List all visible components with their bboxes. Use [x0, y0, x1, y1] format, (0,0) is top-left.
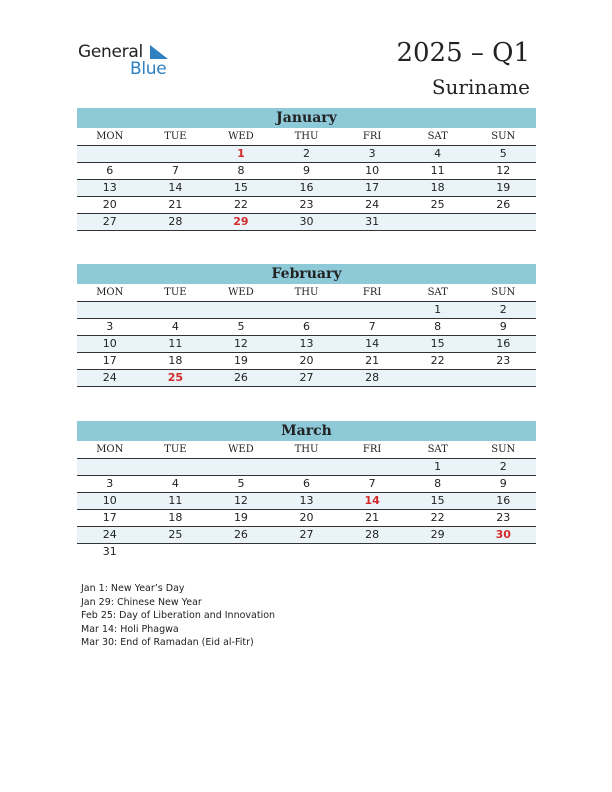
day-cell: 19 [233, 511, 248, 524]
day-cell: 17 [102, 354, 117, 367]
weekday-label: MON [96, 131, 124, 142]
weekday-label: FRI [362, 131, 382, 142]
week-row [77, 510, 536, 527]
day-cell: 1 [237, 147, 245, 160]
day-cell [405, 370, 471, 386]
day-cell: 23 [299, 198, 314, 211]
day-cell: 22 [430, 354, 445, 367]
day-cell: 21 [168, 198, 183, 211]
week-row [77, 214, 536, 231]
week-row [77, 302, 536, 319]
weekday-label: THU [294, 287, 319, 298]
day-cell: 7 [368, 477, 376, 490]
day-cell: 4 [434, 147, 442, 160]
day-cell: 10 [102, 337, 117, 350]
day-cell [208, 544, 274, 560]
weekday-label: FRI [362, 287, 382, 298]
day-cell: 2 [499, 460, 507, 473]
day-cell: 8 [434, 320, 442, 333]
day-cell: 14 [365, 337, 380, 350]
day-cell: 8 [434, 477, 442, 490]
week-row [77, 493, 536, 510]
day-cell: 7 [368, 320, 376, 333]
holiday-note: Jan 1: New Year’s Day [81, 583, 185, 594]
weekday-header-row [77, 128, 536, 146]
day-cell [77, 459, 143, 475]
day-cell: 6 [303, 320, 311, 333]
logo-triangle-icon [148, 44, 170, 60]
day-cell [405, 214, 471, 230]
day-cell: 9 [499, 320, 507, 333]
holiday-notes [81, 582, 275, 650]
day-cell: 16 [496, 337, 511, 350]
day-cell: 7 [171, 164, 179, 177]
day-cell: 13 [299, 337, 314, 350]
day-cell [470, 214, 536, 230]
day-cell: 28 [168, 215, 183, 228]
week-row [77, 370, 536, 387]
week-row [77, 336, 536, 353]
day-cell: 21 [365, 511, 380, 524]
day-cell: 10 [102, 494, 117, 507]
day-cell [339, 459, 405, 475]
weekday-label: MON [96, 287, 124, 298]
day-cell [208, 302, 274, 318]
day-cell: 2 [499, 303, 507, 316]
day-cell [274, 459, 340, 475]
month-name: March [77, 421, 536, 441]
day-cell: 30 [495, 528, 511, 541]
day-cell: 18 [168, 354, 183, 367]
day-cell: 6 [303, 477, 311, 490]
weekday-label: MON [96, 444, 124, 455]
day-cell: 13 [299, 494, 314, 507]
day-cell: 2 [303, 147, 311, 160]
day-cell: 19 [496, 181, 511, 194]
day-cell [77, 302, 143, 318]
day-cell [470, 544, 536, 560]
day-cell: 26 [496, 198, 511, 211]
day-cell: 29 [430, 528, 445, 541]
day-cell: 24 [102, 371, 117, 384]
weekday-label: THU [294, 131, 319, 142]
day-cell: 12 [233, 337, 248, 350]
week-row [77, 476, 536, 493]
day-cell: 28 [365, 371, 380, 384]
day-cell [339, 544, 405, 560]
day-cell: 6 [106, 164, 114, 177]
weekday-label: WED [228, 131, 254, 142]
logo-blue-text: Blue [130, 59, 167, 79]
day-cell: 5 [237, 477, 245, 490]
day-cell: 13 [102, 181, 117, 194]
day-cell: 26 [233, 528, 248, 541]
day-cell: 1 [434, 460, 442, 473]
holiday-note: Jan 29: Chinese New Year [81, 596, 202, 608]
month-calendar-february [77, 264, 536, 387]
day-cell: 11 [168, 337, 183, 350]
day-cell: 24 [102, 528, 117, 541]
day-cell [470, 370, 536, 386]
weekday-header-row [77, 284, 536, 302]
day-cell [143, 302, 209, 318]
day-cell: 4 [171, 477, 179, 490]
day-cell: 29 [233, 215, 249, 228]
day-cell: 16 [299, 181, 314, 194]
day-cell: 31 [365, 215, 380, 228]
weekday-label: SUN [491, 287, 516, 298]
weekday-label: SUN [491, 444, 516, 455]
day-cell: 4 [171, 320, 179, 333]
holiday-note: Feb 25: Day of Liberation and Innovation [81, 610, 276, 621]
day-cell: 15 [430, 337, 445, 350]
month-calendar-january [77, 108, 536, 231]
day-cell [143, 146, 209, 162]
day-cell: 15 [233, 181, 248, 194]
day-cell: 20 [102, 198, 117, 211]
day-cell: 9 [499, 477, 507, 490]
day-cell [274, 302, 340, 318]
week-row [77, 146, 536, 163]
day-cell: 11 [430, 164, 445, 177]
month-name: January [77, 108, 536, 128]
day-cell: 24 [365, 198, 380, 211]
day-cell: 14 [168, 181, 183, 194]
week-row [77, 544, 536, 560]
day-cell: 12 [496, 164, 511, 177]
day-cell: 9 [303, 164, 311, 177]
weekday-label: THU [294, 444, 319, 455]
weekday-label: TUE [164, 444, 187, 455]
day-cell: 3 [106, 320, 114, 333]
day-cell: 25 [167, 371, 184, 384]
day-cell: 8 [237, 164, 245, 177]
logo [78, 40, 188, 80]
holiday-note: Mar 14: Holi Phagwa [81, 623, 179, 635]
week-row [77, 163, 536, 180]
day-cell [208, 459, 274, 475]
day-cell: 11 [168, 494, 183, 507]
day-cell: 25 [168, 528, 183, 541]
weekday-label: FRI [362, 444, 382, 455]
month-name: February [77, 264, 536, 284]
holiday-note: Mar 30: End of Ramadan (Eid al-Fitr) [81, 637, 254, 648]
day-cell: 20 [299, 354, 314, 367]
day-cell: 3 [106, 477, 114, 490]
week-row [77, 459, 536, 476]
day-cell: 25 [430, 198, 445, 211]
day-cell: 16 [496, 494, 511, 507]
day-cell [405, 544, 471, 560]
day-cell: 15 [430, 494, 445, 507]
day-cell: 1 [434, 303, 442, 316]
day-cell: 28 [365, 528, 380, 541]
day-cell: 18 [168, 511, 183, 524]
country-name: Suriname [431, 75, 530, 99]
day-cell [77, 146, 143, 162]
weekday-label: SUN [491, 131, 516, 142]
day-cell: 20 [299, 511, 314, 524]
day-cell: 23 [496, 354, 511, 367]
day-cell: 10 [365, 164, 380, 177]
day-cell: 19 [233, 354, 248, 367]
day-cell: 17 [365, 181, 380, 194]
weekday-label: TUE [164, 287, 187, 298]
page-title: 2025 – Q1 [396, 38, 530, 68]
week-row [77, 180, 536, 197]
weekday-label: TUE [164, 131, 187, 142]
day-cell: 17 [102, 511, 117, 524]
day-cell: 3 [368, 147, 376, 160]
day-cell: 26 [233, 371, 248, 384]
day-cell: 27 [299, 371, 314, 384]
day-cell: 5 [237, 320, 245, 333]
day-cell: 21 [365, 354, 380, 367]
day-cell: 31 [102, 545, 117, 558]
day-cell [339, 302, 405, 318]
day-cell: 5 [499, 147, 507, 160]
day-cell: 23 [496, 511, 511, 524]
day-cell: 22 [233, 198, 248, 211]
day-cell: 14 [364, 494, 380, 507]
month-calendar-march [77, 421, 536, 560]
week-row [77, 319, 536, 336]
day-cell: 30 [299, 215, 314, 228]
weekday-label: WED [228, 287, 254, 298]
day-cell: 27 [102, 215, 117, 228]
day-cell: 18 [430, 181, 445, 194]
day-cell [143, 544, 209, 560]
day-cell: 12 [233, 494, 248, 507]
logo-general-text: General [78, 42, 143, 62]
weekday-header-row [77, 441, 536, 459]
day-cell: 22 [430, 511, 445, 524]
week-row [77, 527, 536, 544]
day-cell [143, 459, 209, 475]
weekday-label: SAT [427, 131, 448, 142]
day-cell: 27 [299, 528, 314, 541]
weekday-label: SAT [427, 444, 448, 455]
weekday-label: WED [228, 444, 254, 455]
weekday-label: SAT [427, 287, 448, 298]
day-cell [274, 544, 340, 560]
week-row [77, 197, 536, 214]
week-row [77, 353, 536, 370]
